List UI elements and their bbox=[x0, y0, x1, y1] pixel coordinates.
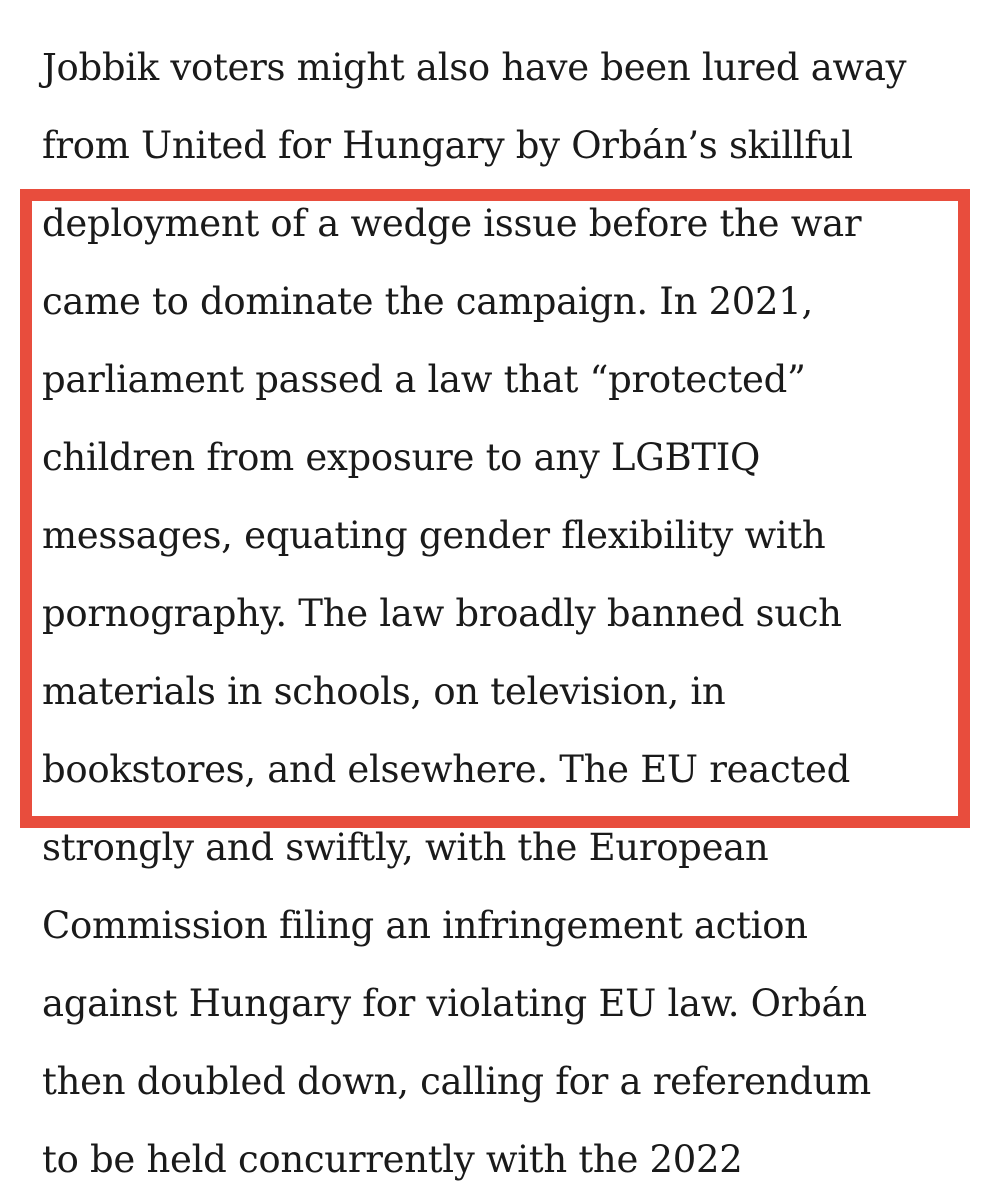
text-line: materials in schools, on television, in bbox=[42, 670, 726, 713]
text-line: to be held concurrently with the 2022 bbox=[42, 1138, 743, 1181]
text-line: against Hungary for violating EU law. Orbán bbox=[42, 982, 867, 1025]
text-line: Commission filing an infringement action bbox=[42, 904, 808, 947]
text-line: children from exposure to any LGBTIQ bbox=[42, 436, 761, 479]
text-line: strongly and swiftly, with the European bbox=[42, 826, 769, 869]
text-line: bookstores, and elsewhere. The EU reacted bbox=[42, 748, 850, 791]
text-line: messages, equating gender flexibility with bbox=[42, 514, 826, 557]
text-line: parliament passed a law that “protected” bbox=[42, 358, 806, 401]
text-line: Jobbik voters might also have been lured away bbox=[42, 46, 907, 89]
text-line: deployment of a wedge issue before the war bbox=[42, 202, 862, 245]
text-line: from United for Hungary by Orbán’s skillful bbox=[42, 124, 853, 167]
text-line: then doubled down, calling for a referendum bbox=[42, 1060, 871, 1103]
text-line: came to dominate the campaign. In 2021, bbox=[42, 280, 813, 323]
text-line: pornography. The law broadly banned such bbox=[42, 592, 842, 635]
article-body bbox=[42, 0, 972, 1199]
